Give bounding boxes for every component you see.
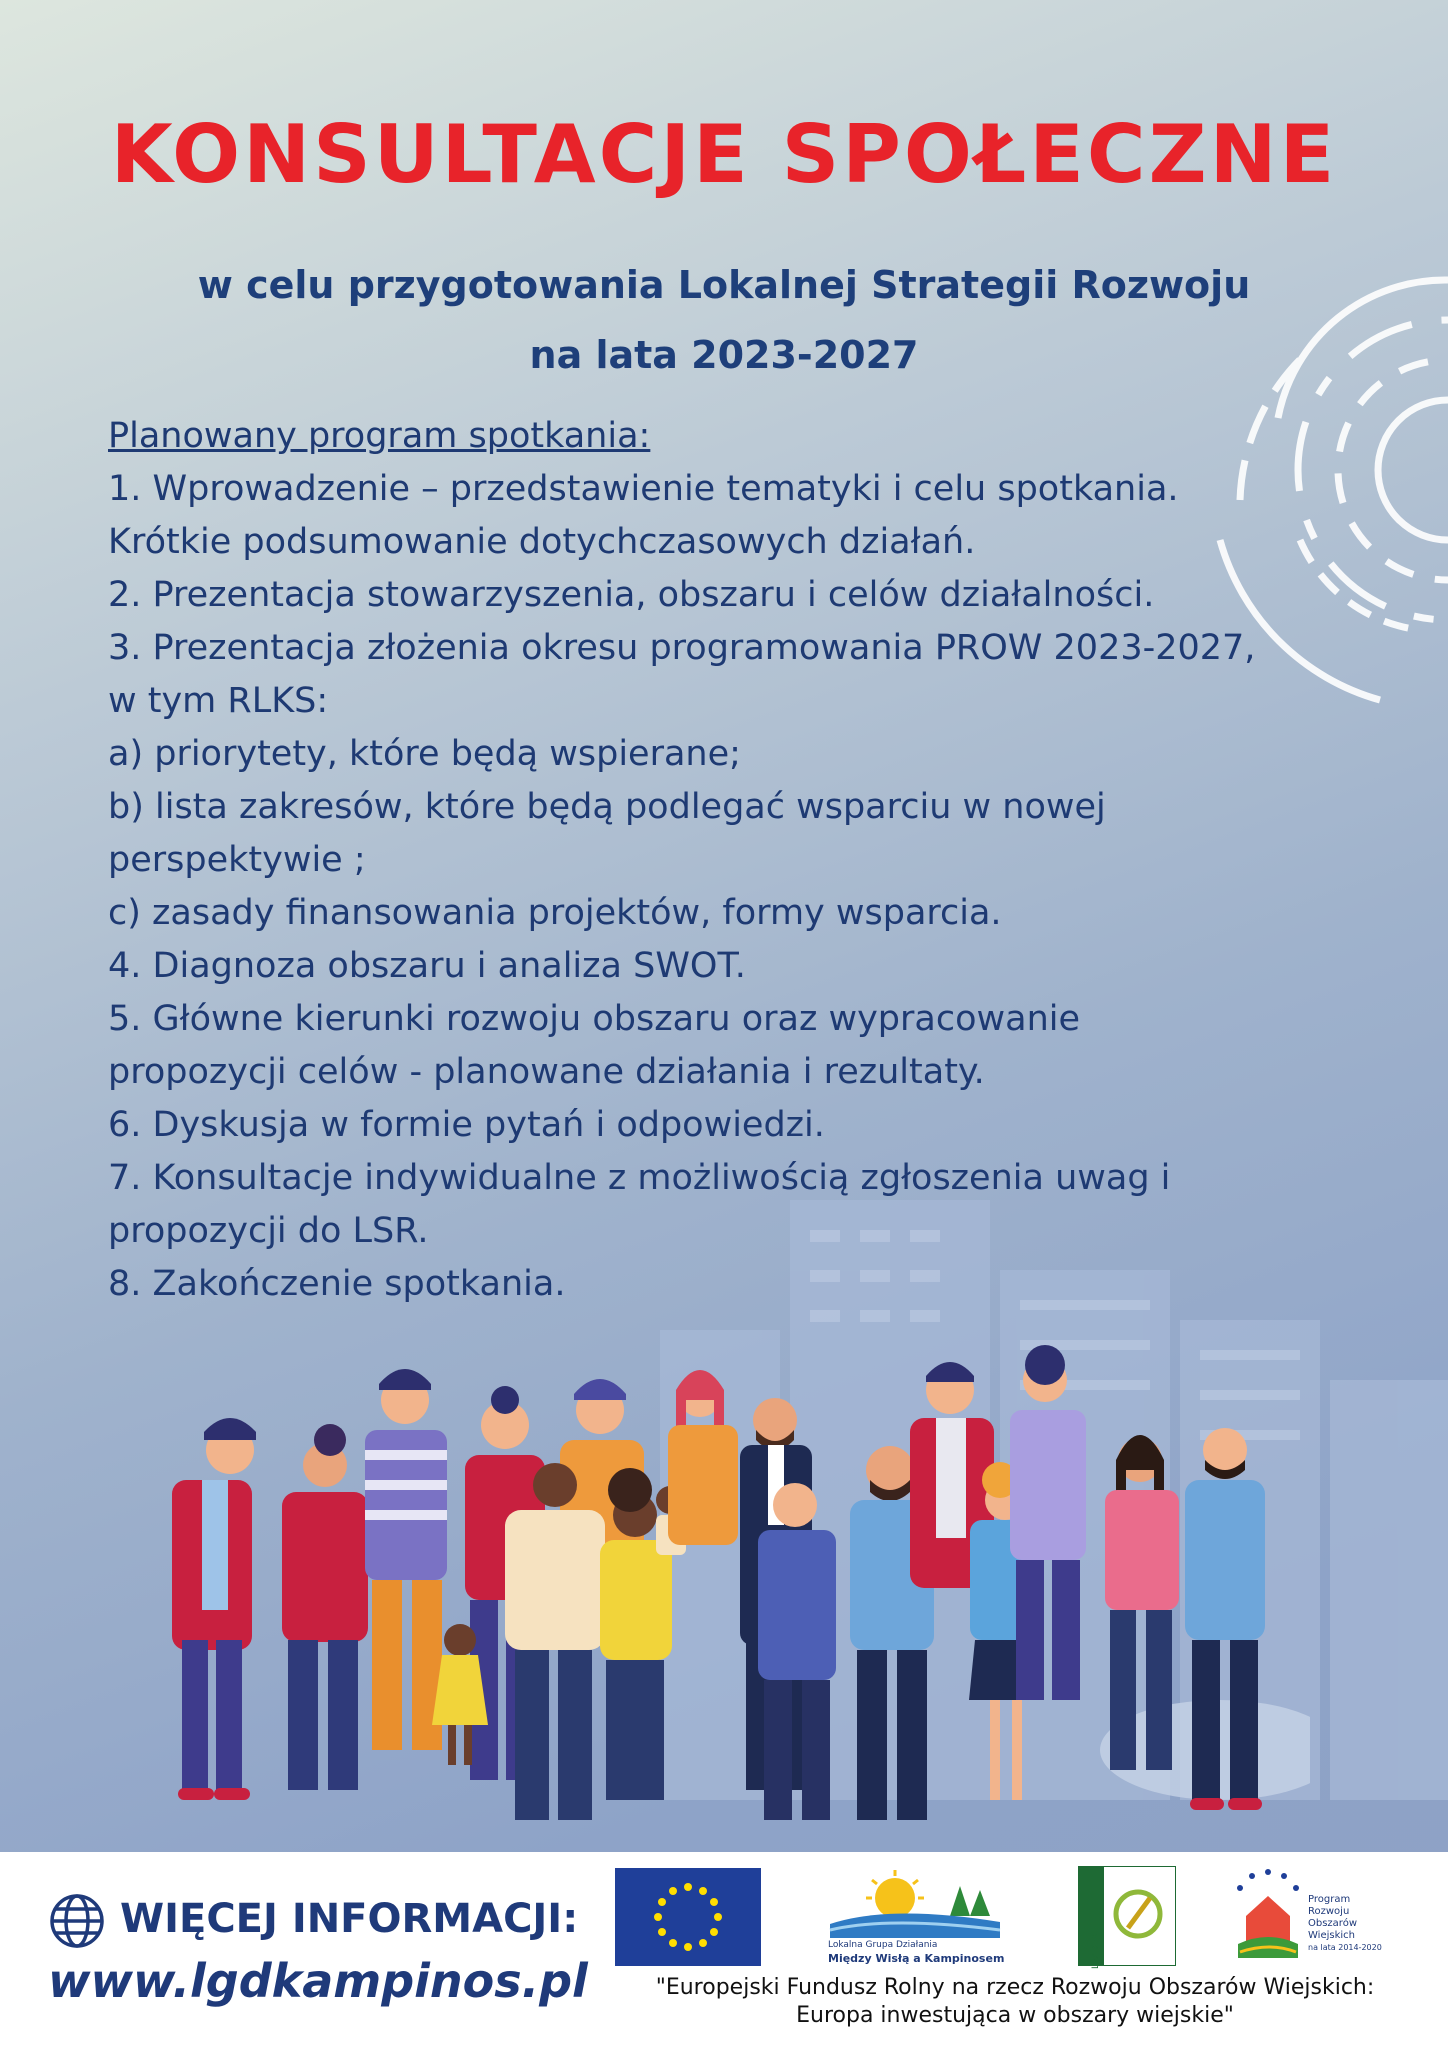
prow-line: Rozwoju [1308,1906,1350,1917]
program-line: 6. Dyskusja w formie pytań i odpowiedzi. [108,1105,825,1145]
eu-funding-caption [620,1974,1410,2030]
program-line: propozycji celów - planowane działania i rezultaty. [108,1052,985,1092]
program-line: w tym RLKS: [108,681,329,721]
program-line: Krótkie podsumowanie dotychczasowych działań. [108,522,976,562]
eu-flag-logo [615,1868,761,1966]
program-line: c) zasady finansowania projektów, formy wsparcia. [108,893,1002,933]
program-line: perspektywie ; [108,840,366,880]
people-group-illustration [160,1340,1310,1840]
footer [0,1852,1448,2048]
website-link[interactable]: www.lgdkampinos.pl [48,1954,588,2008]
prow-line: Wiejskich [1308,1930,1355,1941]
prow-logo [1232,1866,1304,1962]
caption-line-2: Europa inwestująca w obszary wiejskie" [796,2003,1234,2028]
subtitle-line-2: na lata 2023-2027 [529,333,919,377]
leader-label: LEADER [1091,1933,1101,1969]
caption-line-1: "Europejski Fundusz Rolny na rzecz Rozwoju Obszarów Wiejskich: [655,1975,1375,2000]
prow-line: Program [1308,1894,1351,1905]
meeting-program [108,410,1378,1311]
program-line: a) priorytety, które będą wspierane; [108,734,741,774]
program-heading: Planowany program spotkania: [108,416,651,456]
program-line: 5. Główne kierunki rozwoju obszaru oraz wypracowanie [108,999,1081,1039]
program-line: 2. Prezentacja stowarzyszenia, obszaru i celów działalności. [108,575,1155,615]
program-line: 3. Prezentacja złożenia okresu programowania PROW 2023-2027, [108,628,1256,668]
lgd-name-text: Między Wisłą a Kampinosem [828,1952,1005,1965]
program-line: 1. Wprowadzenie – przedstawienie tematyki i celu spotkania. [108,469,1179,509]
page-title: KONSULTACJE SPOŁECZNE [110,108,1338,201]
prow-text [1308,1894,1382,1954]
subtitle-line-1: w celu przygotowania Lokalnej Strategii Rozwoju [197,263,1251,307]
program-line: 4. Diagnoza obszaru i analiza SWOT. [108,946,746,986]
program-line: b) lista zakresów, które będą podlegać wsparciu w nowej [108,787,1106,827]
prow-years: na lata 2014-2020 [1308,1943,1382,1952]
prow-line: Obszarów [1308,1918,1357,1929]
lgd-small-text: Lokalna Grupa Działania [828,1940,938,1950]
more-info-label: WIĘCEJ INFORMACJI: [120,1896,579,1942]
lgd-sun-trees-logo [820,1866,1010,1938]
program-line: propozycji do LSR. [108,1211,429,1251]
program-line: 7. Konsultacje indywidualne z możliwością zgłoszenia uwag i [108,1158,1171,1198]
globe-icon [48,1892,106,1950]
subtitle [0,250,1448,390]
program-line: 8. Zakończenie spotkania. [108,1264,566,1304]
